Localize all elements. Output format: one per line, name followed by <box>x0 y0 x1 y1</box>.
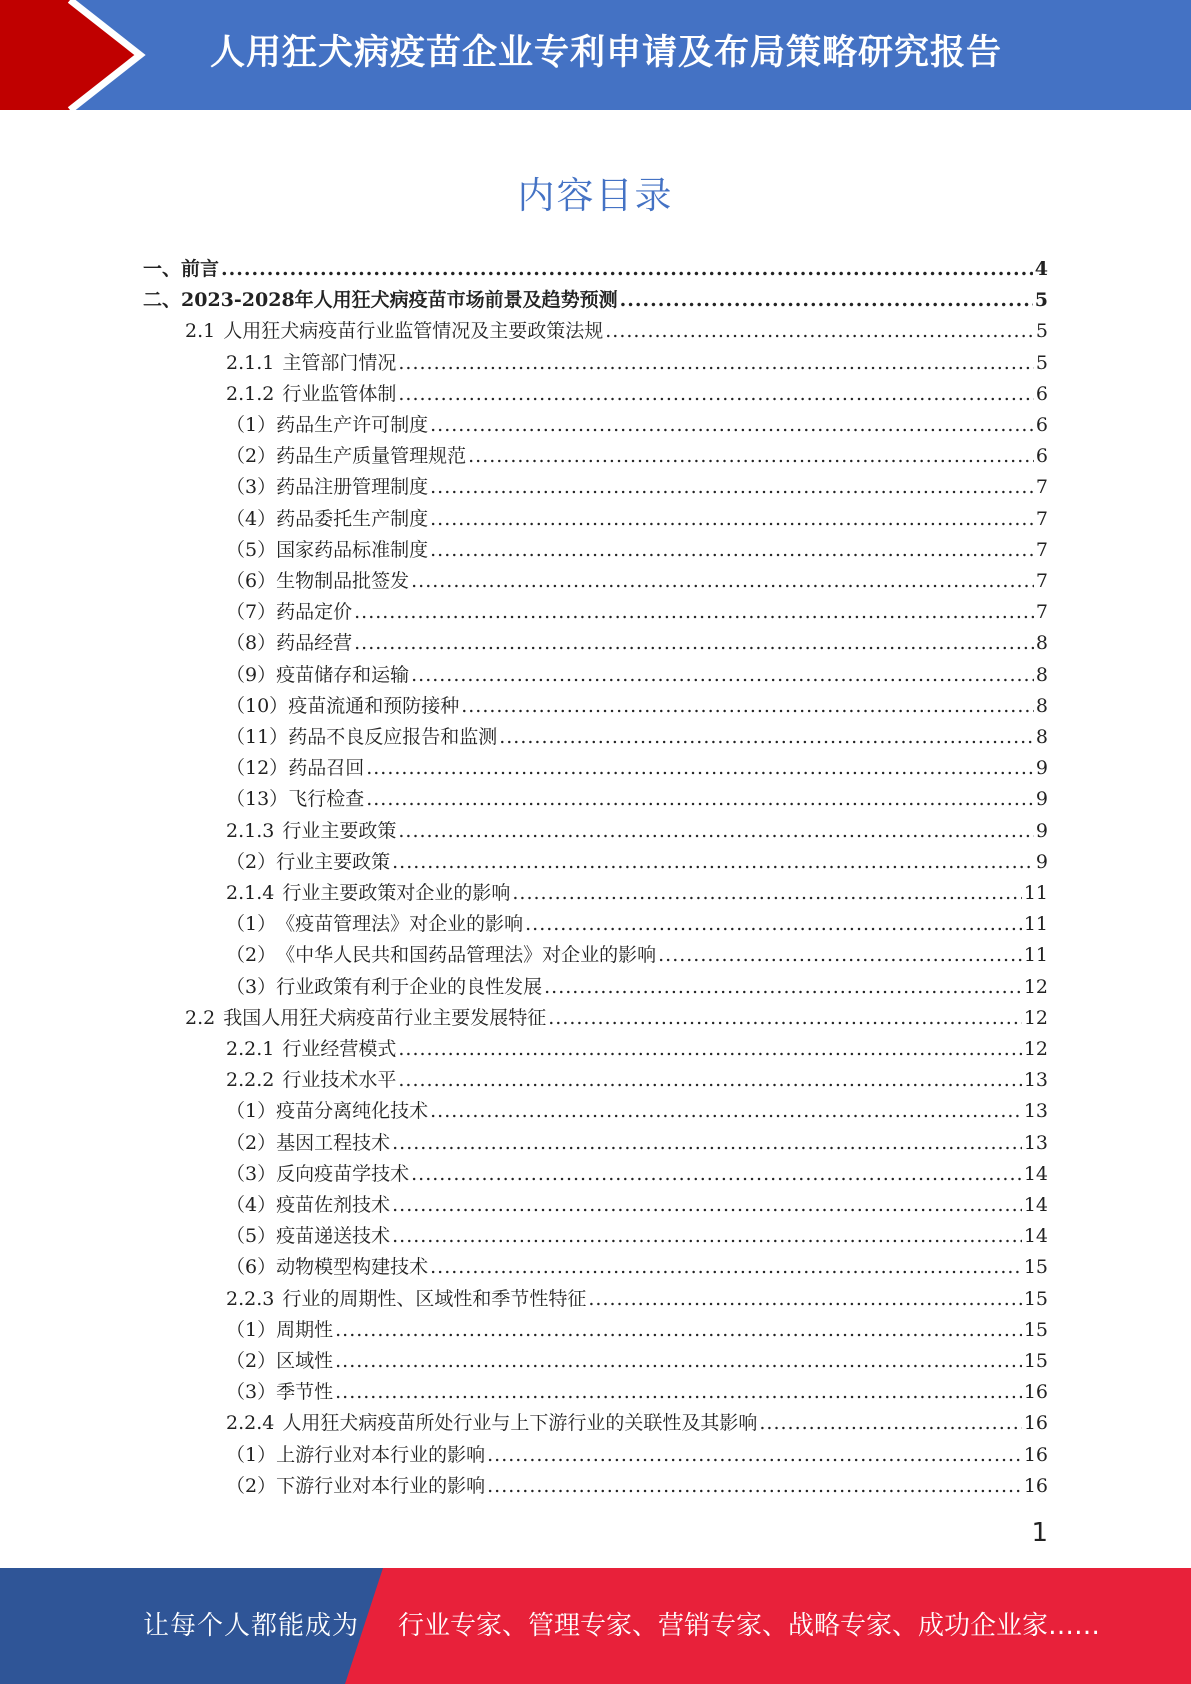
toc-entry-page: 9 <box>1035 819 1048 842</box>
toc-entry-number: （13） <box>226 788 289 811</box>
toc-entry-page: 11 <box>1023 882 1048 904</box>
toc-entry-page: 8 <box>1035 632 1048 655</box>
toc-entry-page: 15 <box>1023 1256 1048 1279</box>
toc-entry-number: （9） <box>226 663 277 686</box>
toc-entry-text: 行业经营模式 <box>282 1038 397 1060</box>
toc-entry-text: 药品经营 <box>276 632 353 655</box>
toc-entry[interactable] <box>226 753 1048 784</box>
footer-slogan-right: 行业专家、管理专家、营销专家、战略专家、成功企业家…… <box>398 1611 1101 1641</box>
toc-leader-dots <box>392 1128 1022 1159</box>
toc-entry-page: 16 <box>1023 1443 1048 1466</box>
toc-leader-dots <box>620 285 1033 316</box>
toc-entry-page: 5 <box>1035 320 1048 343</box>
toc-entry[interactable] <box>226 566 1048 597</box>
toc-entry-page: 15 <box>1023 1350 1048 1372</box>
toc-entry-text: 药品召回 <box>288 757 365 780</box>
toc-entry-number: （12） <box>226 757 289 780</box>
toc-entry-page: 7 <box>1035 476 1048 499</box>
toc-leader-dots <box>430 504 1034 535</box>
toc-entry-text: 药品不良反应报告和监测 <box>288 726 498 748</box>
toc-entry-page: 8 <box>1035 663 1048 686</box>
toc-entry-page: 7 <box>1035 507 1048 530</box>
toc-entry-page: 14 <box>1023 1194 1048 1216</box>
toc-entry-page: 8 <box>1035 694 1048 717</box>
toc-leader-dots <box>398 348 1034 379</box>
toc-entry-page: 5 <box>1034 289 1048 312</box>
toc-entry-number: （3） <box>226 476 277 499</box>
toc-entry-number: （1） <box>226 1318 277 1341</box>
toc-entry-page: 11 <box>1023 944 1048 967</box>
toc-entry-number: （1） <box>226 1100 277 1123</box>
toc-entry[interactable] <box>226 1471 1048 1502</box>
toc-entry[interactable] <box>226 816 1048 847</box>
toc-entry[interactable] <box>226 909 1048 940</box>
toc-entry-number: （2） <box>226 445 277 468</box>
toc-leader-dots <box>354 597 1034 628</box>
toc-entry[interactable] <box>226 597 1048 628</box>
toc-entry-page: 14 <box>1023 1225 1048 1248</box>
toc-entry-page: 13 <box>1023 1131 1048 1154</box>
toc-entry-text: 区域性 <box>276 1350 334 1372</box>
toc-entry-page: 4 <box>1034 258 1048 280</box>
toc-entry[interactable] <box>226 628 1048 659</box>
toc-entry-number: 2.1.1 <box>226 351 275 374</box>
toc-leader-dots <box>487 1471 1022 1502</box>
toc-entry-page: 6 <box>1035 382 1048 405</box>
toc-entry-page: 6 <box>1035 414 1048 436</box>
toc-entry[interactable] <box>185 316 1048 347</box>
toc-entry-page: 16 <box>1023 1474 1048 1497</box>
toc-entry-text: 反向疫苗学技术 <box>276 1162 410 1185</box>
toc-entry[interactable] <box>226 847 1048 878</box>
toc-leader-dots <box>544 972 1022 1003</box>
toc-entry-page: 13 <box>1023 1100 1048 1123</box>
toc-leader-dots <box>398 1034 1021 1065</box>
toc-entry-text: 我国人用狂犬病疫苗行业主要发展特征 <box>223 1006 547 1029</box>
toc-entry[interactable] <box>226 1284 1048 1315</box>
toc-entry[interactable] <box>185 1003 1048 1034</box>
toc-entry[interactable] <box>226 878 1048 909</box>
toc-entry-text: 疫苗流通和预防接种 <box>288 694 460 717</box>
header-chevron-icon <box>0 0 160 110</box>
toc-leader-dots <box>398 1065 1021 1096</box>
toc-entry-text: 季节性 <box>276 1381 334 1404</box>
toc-leader-dots <box>430 1096 1022 1127</box>
toc-entry-text: 基因工程技术 <box>276 1131 391 1154</box>
toc-entry-number: （5） <box>226 538 277 561</box>
toc-entry-text: 国家药品标准制度 <box>276 538 429 561</box>
toc-entry[interactable] <box>226 1315 1048 1346</box>
toc-entry-text: 药品生产质量管理规范 <box>276 445 467 468</box>
toc-entry-number: （2） <box>226 850 277 873</box>
toc-leader-dots <box>392 1221 1022 1252</box>
toc-entry-number: （4） <box>226 507 277 530</box>
toc-entry[interactable] <box>226 1034 1048 1065</box>
toc-entry-number: （3） <box>226 1381 277 1404</box>
toc-entry-number: 2.1.4 <box>226 882 275 904</box>
toc-entry[interactable] <box>226 1190 1048 1221</box>
toc-leader-dots <box>411 1159 1022 1190</box>
toc-entry[interactable] <box>226 660 1048 691</box>
toc-entry[interactable] <box>226 1346 1048 1377</box>
toc-entry-text: 前言 <box>181 258 220 280</box>
toc-entry-number: （2） <box>226 1474 277 1497</box>
toc-entry-page: 7 <box>1035 538 1048 561</box>
page-number: 1 <box>1031 1518 1048 1548</box>
toc-leader-dots <box>366 753 1034 784</box>
toc-leader-dots <box>487 1440 1022 1471</box>
toc-leader-dots <box>392 1190 1022 1221</box>
toc-entry-page: 6 <box>1035 445 1048 468</box>
toc-entry-number: 2.2.2 <box>226 1069 275 1092</box>
toc-leader-dots <box>411 566 1034 597</box>
toc-entry[interactable] <box>226 504 1048 535</box>
toc-title: 内容目录 <box>517 174 674 217</box>
toc-entry-number: （6） <box>226 1256 277 1279</box>
toc-entry-text: 2023-2028年人用狂犬病疫苗市场前景及趋势预测 <box>181 289 618 312</box>
toc-entry-page: 5 <box>1035 351 1048 374</box>
toc-entry-text: 药品生产许可制度 <box>276 414 429 436</box>
toc-leader-dots <box>605 316 1034 347</box>
toc-entry-text: 行业监管体制 <box>282 382 397 405</box>
toc-entry[interactable] <box>226 1221 1048 1252</box>
toc-entry-text: 人用狂犬病疫苗所处行业与上下游行业的关联性及其影响 <box>282 1412 758 1435</box>
toc-entry[interactable] <box>226 410 1048 441</box>
toc-leader-dots <box>430 410 1034 441</box>
toc-leader-dots <box>392 847 1034 878</box>
toc-entry-number: （3） <box>226 975 277 998</box>
toc-entry-number: 2.2.4 <box>226 1412 275 1435</box>
toc-entry-page: 11 <box>1023 913 1048 936</box>
toc-entry-number: （2） <box>226 1131 277 1154</box>
toc-entry-number: （1） <box>226 414 277 436</box>
toc-entry-text: 疫苗储存和运输 <box>276 663 410 686</box>
toc-entry[interactable] <box>226 472 1048 503</box>
toc-entry[interactable] <box>226 940 1048 971</box>
toc-entry-text: 人用狂犬病疫苗行业监管情况及主要政策法规 <box>223 320 604 343</box>
toc-entry[interactable] <box>226 972 1048 1003</box>
toc-entry-text: 行业主要政策 <box>276 850 391 873</box>
report-title: 人用狂犬病疫苗企业专利申请及布局策略研究报告 <box>210 33 1003 73</box>
toc-entry-number: 2.2.1 <box>226 1038 275 1060</box>
toc-entry-text: 行业政策有利于企业的良性发展 <box>276 975 543 998</box>
toc-entry-text: 主管部门情况 <box>282 351 397 374</box>
toc-entry-page: 7 <box>1035 570 1048 592</box>
toc-entry[interactable] <box>143 254 1048 285</box>
toc-leader-dots <box>588 1284 1021 1315</box>
toc-entry[interactable] <box>226 1159 1048 1190</box>
toc-entry-number: （7） <box>226 601 277 624</box>
footer-slogan-left: 让每个人都能成为 <box>143 1611 360 1641</box>
toc-entry-page: 9 <box>1035 850 1048 873</box>
toc-entry-number: （5） <box>226 1225 277 1248</box>
toc-leader-dots <box>411 660 1034 691</box>
toc-entry[interactable] <box>226 441 1048 472</box>
toc-leader-dots <box>512 878 1021 909</box>
toc-entry-page: 9 <box>1035 788 1048 811</box>
toc-leader-dots <box>461 691 1034 722</box>
toc-entry[interactable] <box>226 1377 1048 1408</box>
toc-entry-number: 二、 <box>143 289 182 312</box>
toc-entry-text: 药品注册管理制度 <box>276 476 429 499</box>
toc-entry-text: 《疫苗管理法》对企业的影响 <box>276 913 524 936</box>
toc-entry-text: 生物制品批签发 <box>276 570 410 592</box>
toc-entry[interactable] <box>226 348 1048 379</box>
toc-entry-number: 2.1.3 <box>226 819 275 842</box>
toc-entry-page: 8 <box>1035 726 1048 748</box>
toc-entry[interactable] <box>226 1252 1048 1283</box>
toc-entry[interactable] <box>226 1440 1048 1471</box>
toc-leader-dots <box>430 535 1034 566</box>
toc-entry-text: 行业主要政策 <box>282 819 397 842</box>
toc-entry-page: 15 <box>1023 1318 1048 1341</box>
toc-leader-dots <box>525 909 1022 940</box>
toc-leader-dots <box>658 940 1022 971</box>
toc-entry-text: 疫苗佐剂技术 <box>276 1194 391 1216</box>
toc-entry-number: （11） <box>226 726 289 748</box>
toc-entry[interactable] <box>226 1096 1048 1127</box>
toc-entry-page: 9 <box>1035 757 1048 780</box>
toc-entry-number: 一、 <box>143 258 182 280</box>
toc-entry-text: 行业技术水平 <box>282 1069 397 1092</box>
toc-entry-text: 行业主要政策对企业的影响 <box>282 882 511 904</box>
toc-entry-number: 2.1 <box>185 320 216 343</box>
toc-entry[interactable] <box>226 691 1048 722</box>
toc-entry[interactable] <box>226 1128 1048 1159</box>
toc-leader-dots <box>335 1315 1022 1346</box>
toc-entry-number: （4） <box>226 1194 277 1216</box>
toc-entry[interactable] <box>226 1065 1048 1096</box>
toc-leader-dots <box>366 784 1034 815</box>
toc-leader-dots <box>354 628 1034 659</box>
toc-entry-text: 飞行检查 <box>288 788 365 811</box>
toc-entry-page: 12 <box>1023 1006 1048 1029</box>
toc-entry-number: 2.2.3 <box>226 1287 275 1310</box>
toc-leader-dots <box>221 254 1033 285</box>
toc-entry[interactable] <box>226 535 1048 566</box>
toc-entry[interactable] <box>226 1408 1048 1439</box>
toc-leader-dots <box>548 1003 1022 1034</box>
toc-entry-number: 2.1.2 <box>226 382 275 405</box>
toc-entry-number: （1） <box>226 913 277 936</box>
toc-entry-text: 《中华人民共和国药品管理法》对企业的影响 <box>276 944 657 967</box>
toc-entry-page: 15 <box>1023 1287 1048 1310</box>
toc-entry-page: 16 <box>1023 1412 1048 1435</box>
toc-entry-text: 药品定价 <box>276 601 353 624</box>
toc-entry-text: 下游行业对本行业的影响 <box>276 1474 486 1497</box>
toc-entry-number: （1） <box>226 1443 277 1466</box>
toc-entry-page: 7 <box>1035 601 1048 624</box>
toc-entry-page: 12 <box>1023 975 1048 998</box>
toc-entry-number: （6） <box>226 570 277 592</box>
toc-entry[interactable] <box>226 784 1048 815</box>
header-bar <box>0 0 1191 110</box>
toc-entry-text: 行业的周期性、区域性和季节性特征 <box>282 1287 587 1310</box>
toc-entry-page: 14 <box>1023 1162 1048 1185</box>
toc-entry-number: （10） <box>226 694 289 717</box>
toc-entry-number: 2.2 <box>185 1006 216 1029</box>
toc-entry-text: 疫苗递送技术 <box>276 1225 391 1248</box>
toc-leader-dots <box>398 816 1034 847</box>
toc-entry-text: 周期性 <box>276 1318 334 1341</box>
toc-entry-text: 疫苗分离纯化技术 <box>276 1100 429 1123</box>
toc-leader-dots <box>335 1377 1022 1408</box>
toc-entry-page: 13 <box>1023 1069 1048 1092</box>
toc-leader-dots <box>335 1346 1022 1377</box>
toc-entry-number: （2） <box>226 944 277 967</box>
toc-entry-text: 动物模型构建技术 <box>276 1256 429 1279</box>
toc-entry-page: 16 <box>1023 1381 1048 1404</box>
toc-entry[interactable] <box>226 722 1048 753</box>
toc-entry-text: 上游行业对本行业的影响 <box>276 1443 486 1466</box>
toc-leader-dots <box>499 722 1034 753</box>
toc-entry-number: （2） <box>226 1350 277 1372</box>
toc-leader-dots <box>468 441 1034 472</box>
toc-entry[interactable] <box>226 379 1048 410</box>
toc-leader-dots <box>398 379 1034 410</box>
footer-bar <box>0 1568 1191 1684</box>
toc-entry-number: （3） <box>226 1162 277 1185</box>
toc-entry-number: （8） <box>226 632 277 655</box>
toc-entry-text: 药品委托生产制度 <box>276 507 429 530</box>
toc-entry[interactable] <box>143 285 1048 316</box>
toc-entry-page: 12 <box>1023 1038 1048 1060</box>
toc-leader-dots <box>430 472 1034 503</box>
toc-leader-dots <box>430 1252 1022 1283</box>
toc-leader-dots <box>759 1408 1021 1439</box>
